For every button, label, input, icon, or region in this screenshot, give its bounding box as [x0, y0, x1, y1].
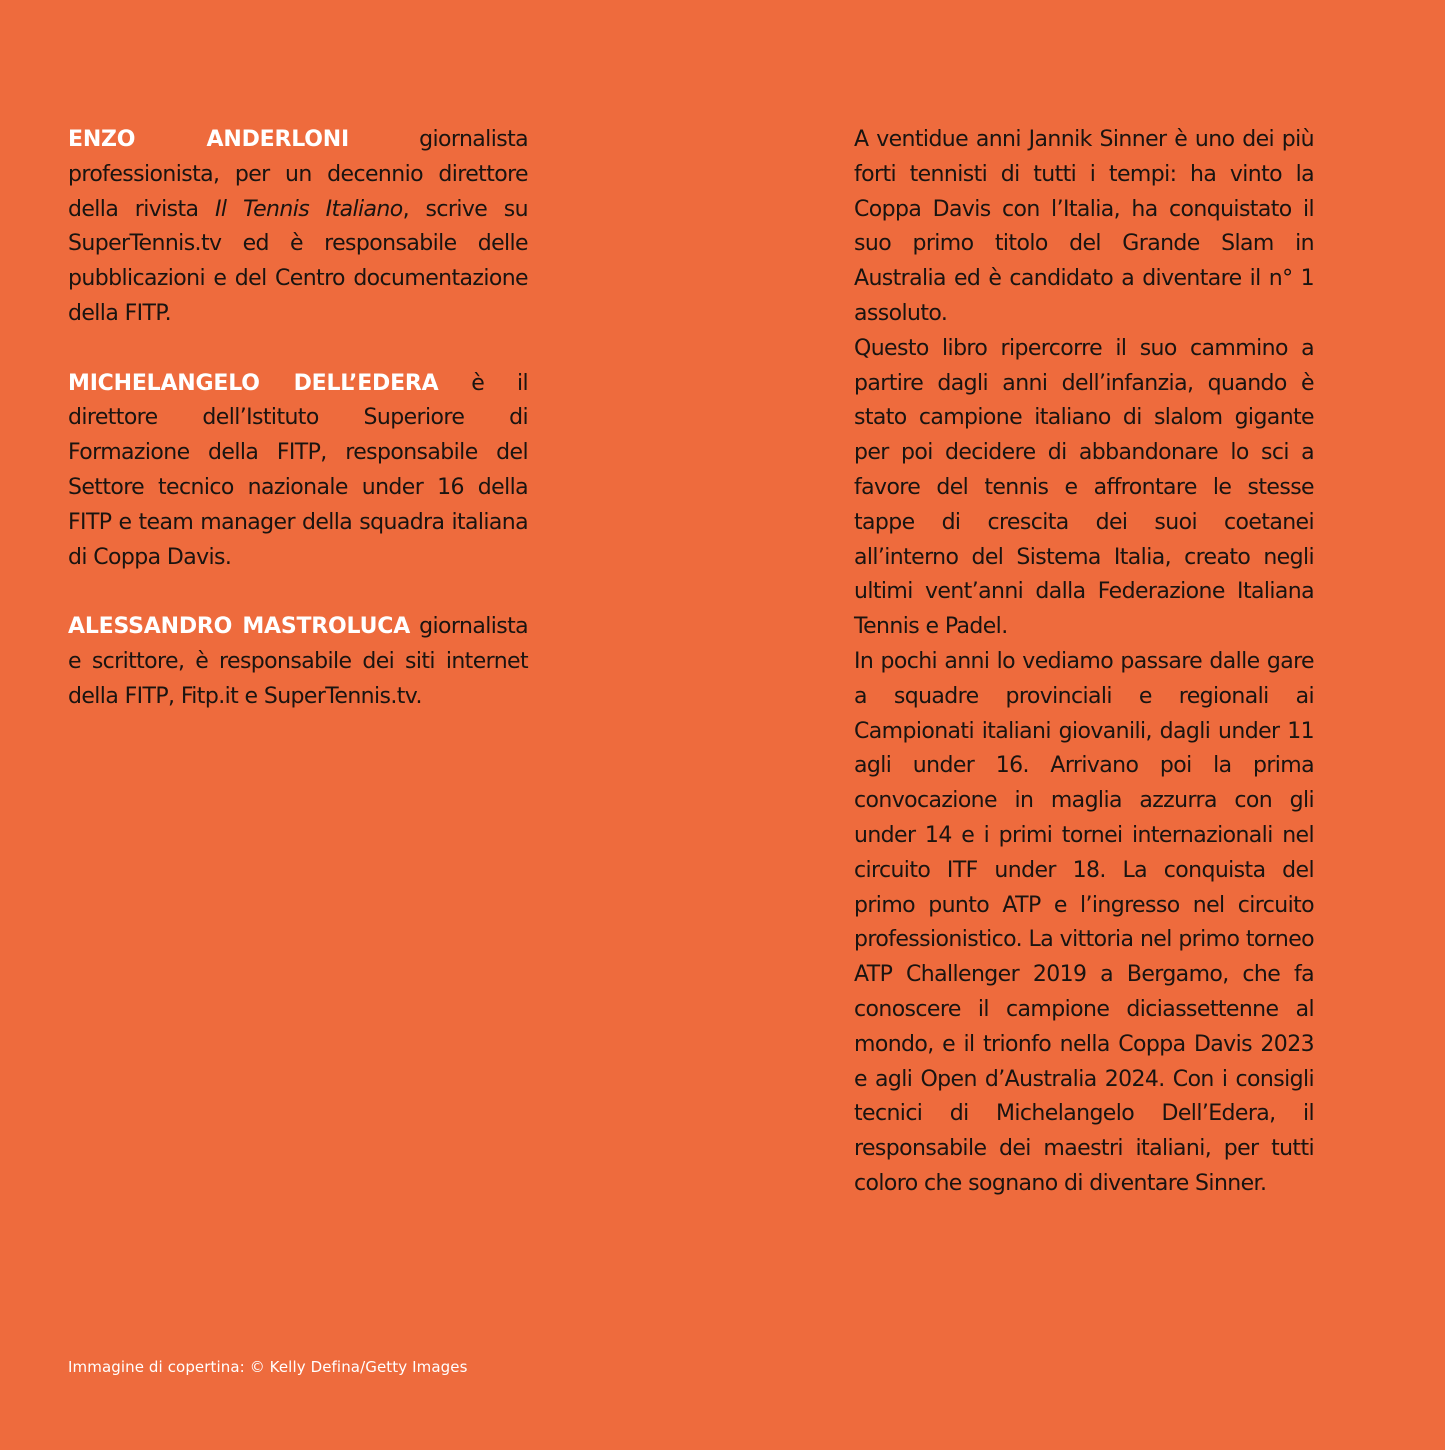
author-name: ALESSANDRO MASTROLUCA [68, 614, 411, 640]
author-bio-mastroluca [68, 610, 528, 714]
author-bio-anderloni [68, 123, 528, 332]
author-bio-text: giornalista professionista, per un decennio direttore della rivista [68, 127, 528, 222]
blurb-paragraph: Questo libro ripercorre il suo cammino a partire dagli anni dell’infanzia, quando è stato campione italiano di slalom gigante per poi decidere di abbandonare lo sci a favore del tennis e affrontare le stesse tappe di crescita dei suoi coetanei all’interno del Sistema Italia, creato negli ultimi vent’anni dalla Federazione Italiana Tennis e Padel. [854, 335, 1314, 640]
author-name: MICHELANGELO DELL’EDERA [68, 370, 439, 396]
author-bio-delledera [68, 367, 528, 576]
cover-image-credit: Immagine di copertina: © Kelly Defina/Getty Images [68, 1358, 468, 1376]
authors-column [68, 123, 528, 715]
blurb-column [854, 123, 1314, 1202]
magazine-title: Il Tennis Italiano [215, 196, 403, 222]
author-name: ENZO ANDERLONI [68, 127, 349, 152]
blurb-paragraph: In pochi anni lo vediamo passare dalle gare a squadre provinciali e regionali ai Campionati italiani giovanili, dagli under 11 agli under 16. Arrivano poi la prima convocazione in maglia azzurra con gli under 14 e i primi tornei internazionali nel circuito ITF under 18. La conquista del primo punto ATP e l’ingresso nel circuito professionistico. La vittoria nel primo torneo ATP Challenger 2019 a Bergamo, che fa conoscere il campione diciassettenne al mondo, e il trionfo nella Coppa Davis 2023 e agli Open d’Australia 2024. Con i consigli tecnici di Michelangelo Dell’Edera, il responsabile dei maestri italiani, per tutti coloro che sognano di diventare Sinner. [854, 648, 1314, 1196]
blurb-paragraph: A ventidue anni Jannik Sinner è uno dei più forti tennisti di tutti i tempi: ha vinto la Coppa Davis con l’Italia, ha conquistato il suo primo titolo del Grande Slam in Australia ed è candidato a diventare il n° 1 assoluto. [854, 127, 1314, 326]
author-bio-text: è il direttore dell’Istituto Superiore di Formazione della FITP, responsabile del Settore tecnico nazionale under 16 della FITP e team manager della squadra italiana di Coppa Davis. [68, 370, 528, 570]
author-bio-text: giornalista e scrittore, è responsabile dei siti internet della FITP, Fitp.it e SuperTennis.tv. [68, 614, 528, 709]
author-bio-text: , scrive su SuperTennis.tv ed è responsabile delle pubblicazioni e del Centro documentazione della FITP. [68, 196, 529, 326]
